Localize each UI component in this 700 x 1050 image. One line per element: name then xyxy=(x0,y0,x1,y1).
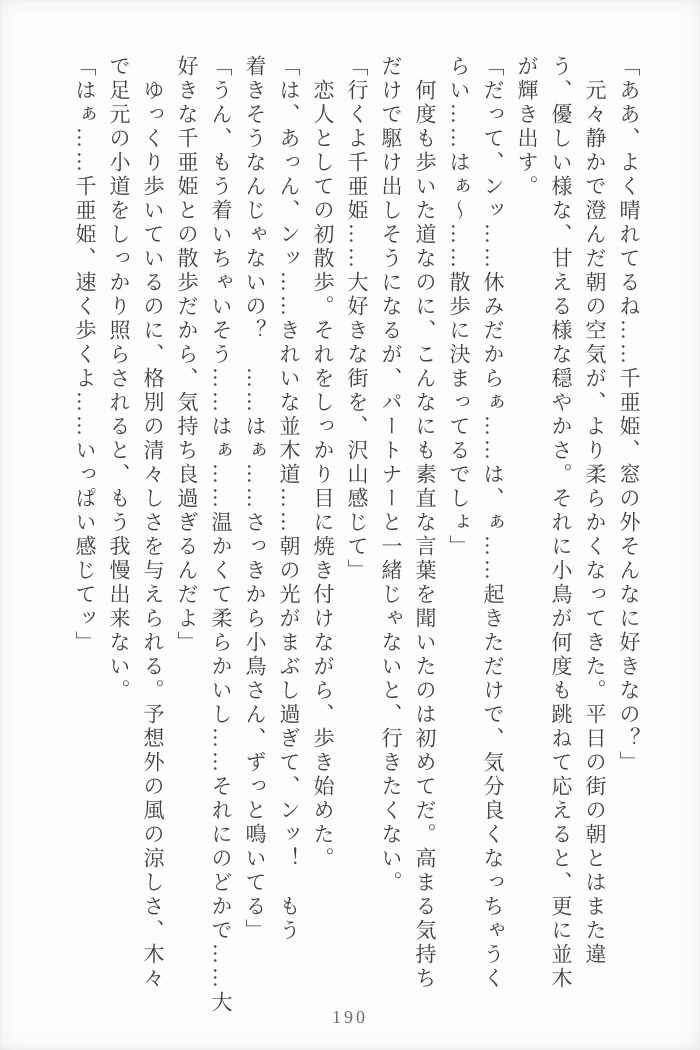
text-column: 「うん、もう着いちゃいそう……はぁ……温かくて柔らかいし……それにのどかで……大 xyxy=(209,55,233,1015)
text-column: う、優しい様な、甘える様な穏やかさ。それに小鳥が何度も跳ねて応えると、更に並木 xyxy=(549,55,573,991)
text-column: 恋人としての初散歩。それをしっかり目に焼き付けながら、歩き始めた。 xyxy=(311,55,335,871)
text-column: 「行くよ千亜姫……大好きな街を、沢山感じて」 xyxy=(345,55,369,583)
text-column: ゆっくり歩いているのに、格別の清々しさを与えられる。予想外の風の涼しさ、木々 xyxy=(141,55,165,991)
text-column: 元々静かで澄んだ朝の空気が、より柔らかくなってきた。平日の街の朝とはまた違 xyxy=(583,55,607,967)
text-column: 着きそうなんじゃないの？ ……はぁ……さっきから小鳥さん、ずっと鳴いてる」 xyxy=(243,55,267,943)
text-column: 「は、あっん、ンッ……きれいな並木道……朝の光がまぶし過ぎて、ンッ！ もう xyxy=(277,55,301,943)
vertical-text-block xyxy=(68,55,646,1015)
text-column: で足元の小道をしっかり照らされると、もう我慢出来ない。 xyxy=(107,55,131,703)
text-column: 「だって、ンッ……休みだからぁ……は、ぁ……起きただけで、気分良くなっちゃうく xyxy=(481,55,505,991)
text-column: らい……はぁ～……散歩に決まってるでしょ」 xyxy=(447,55,471,559)
text-column: が輝き出す。 xyxy=(515,55,539,199)
text-column: 何度も歩いた道なのに、こんなにも素直な言葉を聞いたのは初めてだ。高まる気持ち xyxy=(413,55,437,991)
text-column: だけで駆け出しそうになるが、パートナーと一緒じゃないと、行きたくない。 xyxy=(379,55,403,895)
page-number: 190 xyxy=(332,1007,368,1027)
text-column: 「ああ、よく晴れてるね……千亜姫、窓の外そんなに好きなの？」 xyxy=(617,55,641,775)
text-column: 「はぁ……千亜姫、速く歩くよ……いっぱい感じてッ」 xyxy=(73,55,97,655)
text-column: 好きな千亜姫との散歩だから、気持ち良過ぎるんだよ」 xyxy=(175,55,199,655)
